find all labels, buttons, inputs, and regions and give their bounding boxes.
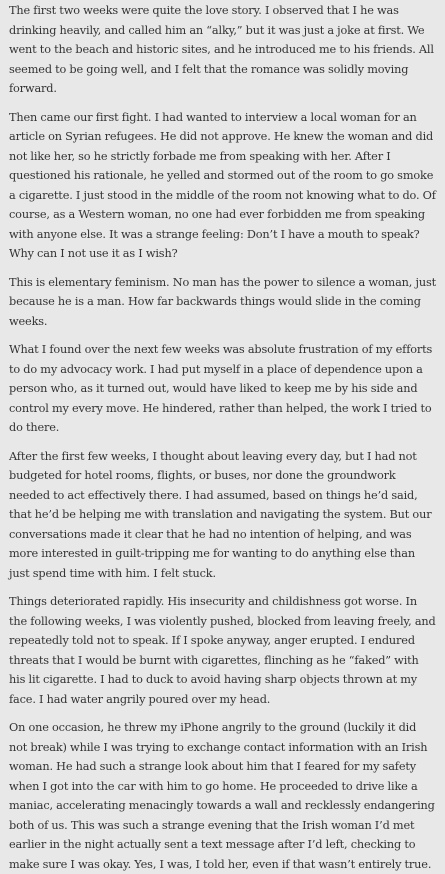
paragraph: This is elementary feminism. No man has the power to silence a woman, just because he is a man. How far backwards things would slide in the coming weeks. bbox=[9, 275, 436, 328]
paragraph: Things deteriorated rapidly. His insecurity and childishness got worse. In the following weeks, I was violently pushed, blocked from leaving freely, and repeatedly told not to speak. If I spoke anyway, anger erupted. I endured threats that I would be burnt with cigarettes, flinching as he “faked” with his lit cigarette. I had to duck to avoid having sharp objects thrown at my face. I had water angrily poured over my head. bbox=[9, 595, 436, 706]
paragraph: What I found over the next few weeks was absolute frustration of my efforts to do my advocacy work. I had put myself in a place of dependence upon a person who, as it turned out, would have liked to keep me by his side and control my every move. He hindered, rather than helped, the work I tried to do there. bbox=[9, 343, 433, 434]
paragraph: Then came our first fight. I had wanted to interview a local woman for an article on Syrian refugees. He did not approve. He knew the woman and did not like her, so he strictly forbade me from speaking with her. After I questioned his rationale, he yelled and stormed out of the room to go smoke a cigarette. I just stood in the middle of the room not knowing what to do. Of course, as a Western woman, no one had ever forbidden me from speaking with anyone else. It was a strange feeling: Don’t I have a mouth to speak? Why can I not use it as I wish? bbox=[9, 110, 436, 260]
paragraph: On one occasion, he threw my iPhone angrily to the ground (luckily it did not break) while I was trying to exchange contact information with an Irish woman. He had such a strange look about him that I feared for my safety when I got into the car with him to go home. He proceeded to drive like a maniac, accelerating menacingly towards a wall and recklessly endangering both of us. This was such a strange evening that the Irish woman I’d met earlier in the night actually sent a text message after I’d left, checking to make sure I was okay. Yes, I was, I told her, even if that wasn’t entirely true. bbox=[9, 721, 435, 871]
paragraph: The first two weeks were quite the love story. I observed that I he was drinking heavily, and called him an “alky,” but it was just a joke at first. We went to the beach and historic sites, and he introduced me to his friends. All seemed to be going well, and I felt that the romance was solidly moving forward. bbox=[9, 4, 434, 95]
paragraph: After the first few weeks, I thought about leaving every day, but I had not budgeted for hotel rooms, flights, or buses, nor done the groundwork needed to act effectively there. I had assumed, based on things he’d said, that he’d be helping me with translation and navigating the system. But our conversations made it clear that he had no intention of helping, and was more interested in guilt-tripping me for wanting to do anything else than just spend time with him. I felt stuck. bbox=[9, 449, 432, 580]
